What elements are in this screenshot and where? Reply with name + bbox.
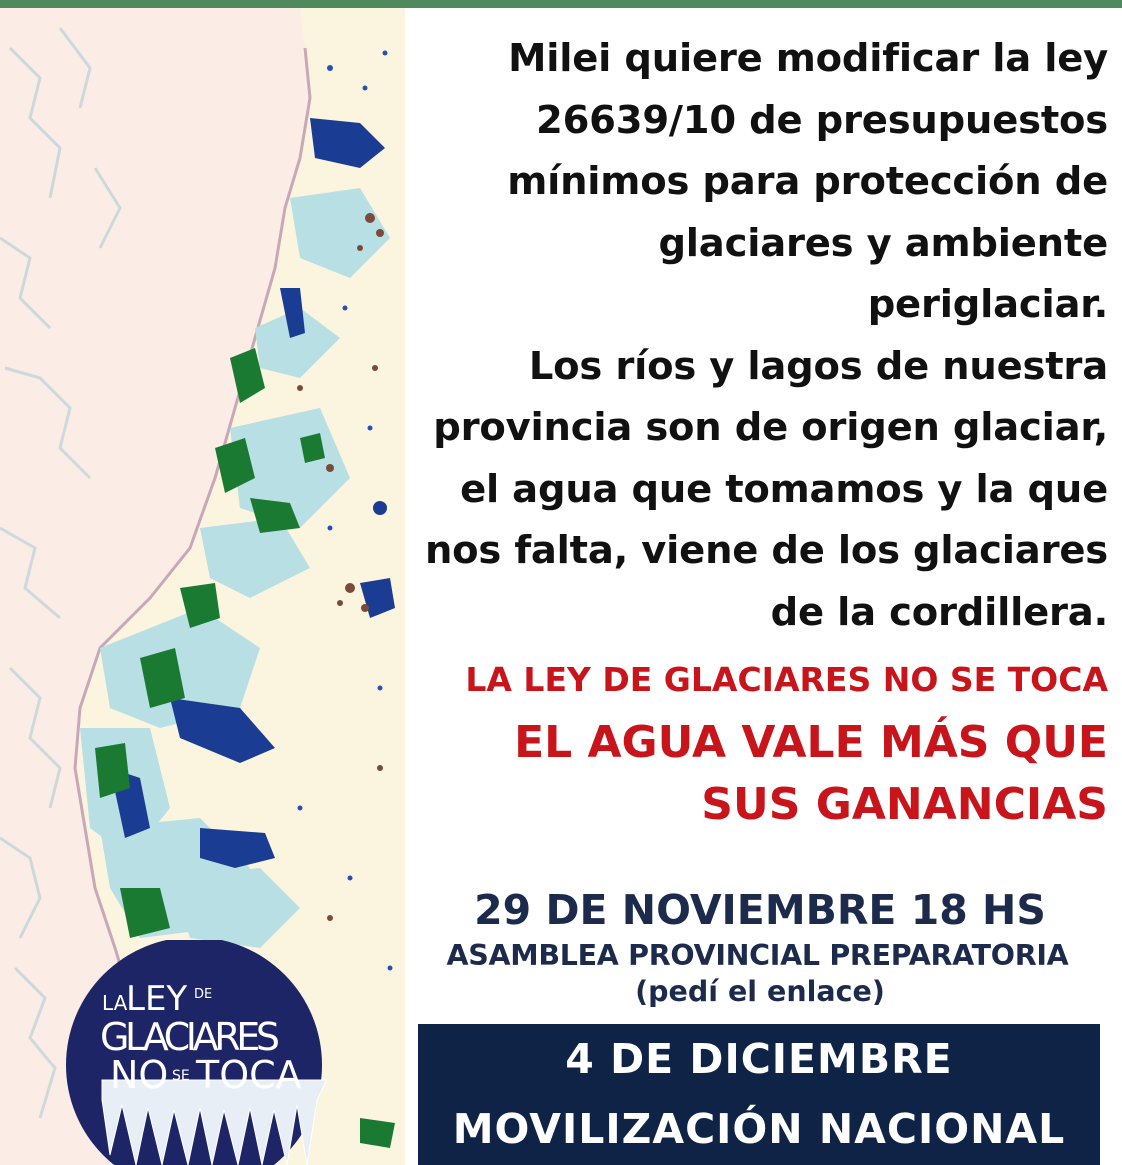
glacier-logo-icon [62, 940, 327, 1165]
banner-date: 4 DE DICIEMBRE [565, 1035, 953, 1083]
ley-de-glaciares-logo [62, 940, 327, 1165]
event-name: ASAMBLEA PROVINCIAL PREPARATORIA [446, 939, 1069, 972]
main-message-line: Los ríos y lagos de nuestra [528, 343, 1108, 389]
slogan-ley-no-se-toca: LA LEY DE GLACIARES NO SE TOCA [465, 660, 1108, 699]
logo-se: SE [172, 1068, 190, 1084]
main-message-line: glaciares y ambiente [658, 220, 1108, 266]
main-message-line: provincia son de origen glaciar, [433, 405, 1108, 450]
main-message-line: el agua que tomamos y la que [460, 466, 1108, 512]
main-message-line: Milei quiere modificar la ley [508, 36, 1108, 81]
main-message-line: nos falta, viene de los glaciares [424, 528, 1108, 573]
event-note: (pedí el enlace) [635, 975, 885, 1008]
slogan-line: EL AGUA VALE MÁS QUE [514, 717, 1108, 768]
main-message-line: de la cordillera. [770, 589, 1108, 635]
logo-toca: TOCA [196, 1053, 302, 1097]
logo-ley: LEY [126, 979, 188, 1019]
main-message [415, 28, 1108, 643]
slogan-line: SUS GANANCIAS [701, 779, 1108, 830]
logo-glaciares: GLACIARES [100, 1015, 280, 1059]
logo-no: NO [110, 1053, 169, 1097]
logo-la: LA [102, 991, 128, 1015]
main-message-line: 26639/10 de presupuestos [535, 97, 1108, 143]
logo-de: DE [194, 987, 213, 1002]
mobilization-banner [418, 1024, 1100, 1165]
main-message-line: mínimos para protección de [507, 159, 1108, 204]
banner-title: MOVILIZACIÓN NACIONAL [452, 1105, 1066, 1153]
event-date: 29 DE NOVIEMBRE 18 HS [474, 886, 1046, 934]
top-accent-bar [0, 0, 1122, 8]
slogan-agua-vale-mas [415, 712, 1108, 836]
main-message-line: periglaciar. [867, 282, 1108, 327]
